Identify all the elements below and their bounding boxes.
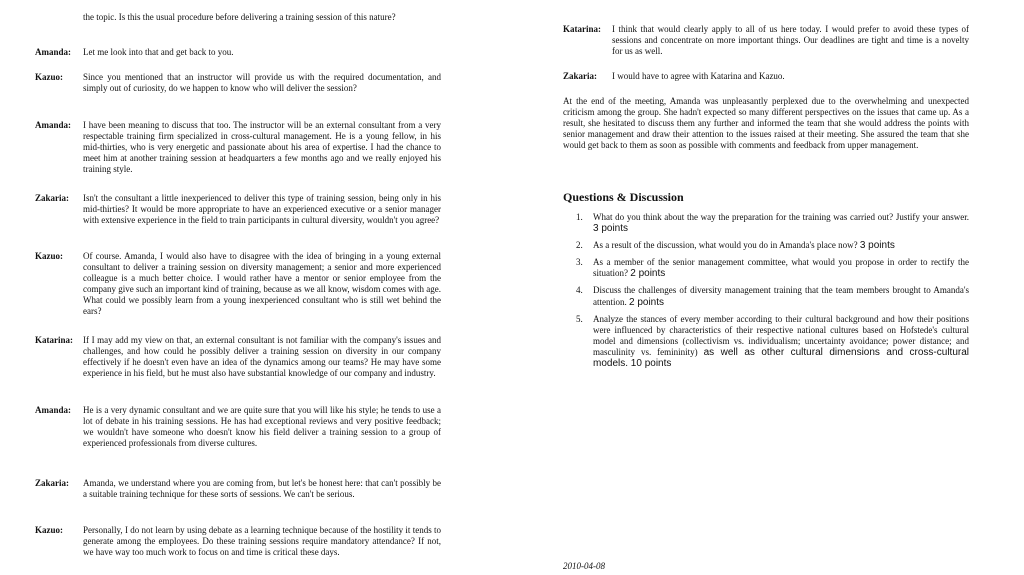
dialogue-entry <box>35 72 441 94</box>
dialogue-entry <box>563 71 969 82</box>
questions-list <box>563 212 1019 375</box>
speech-text: Amanda, we understand where you are coming from, but let's be honest here: that can't possibly be a suitable training technique for these sorts of sessions. We can't be serious. <box>83 478 441 500</box>
speaker-name: Kazuo: <box>35 72 63 82</box>
dialogue-entry <box>35 525 441 558</box>
question-number: 4. <box>576 285 583 296</box>
speaker-name: Katarina: <box>35 335 73 345</box>
question-text: Analyze the stances of every member according to their cultural background and how their positions were influenced by characteristics of their respective national cultures based on Hofstede's cultural model and dimensions (collectivism vs. individualism; uncertainty avoidance; power distance; and masculinity vs. femininity) <box>593 313 969 357</box>
question-points: as well as other cultural dimensions and cross-cultural models. 10 points <box>593 346 970 370</box>
document-date: 2010-04-08 <box>563 561 605 571</box>
dialogue-entry <box>35 12 441 23</box>
question-points: 3 points <box>859 240 895 252</box>
question-points: 2 points <box>629 296 665 308</box>
question-item <box>563 285 1019 307</box>
dialogue-entry <box>35 47 441 58</box>
narrative-paragraph: At the end of the meeting, Amanda was unpleasantly perplexed due to the overwhelming and unexpected criticism among the group. She hadn't expected so many different perspectives on the issues that came up. As a result, she hesitated to discuss them any further and informed the team that she would address the points with senior management and draw their attention to the issues raised at their meeting. She assured the team that she would get back to them as soon as possible with comments and feedback from upper management. <box>563 96 969 151</box>
question-number: 3. <box>576 257 583 268</box>
speaker-name: Kazuo: <box>35 525 63 535</box>
question-text: As a result of the discussion, what would you do in Amanda's place now? <box>593 240 858 251</box>
question-text: As a member of the senior management committee, what would you propose in order to rectify the situation? <box>593 257 969 279</box>
question-item <box>563 257 1019 279</box>
speaker-name: Zakaria: <box>35 193 70 203</box>
question-number: 5. <box>576 313 583 324</box>
speech-text: He is a very dynamic consultant and we are quite sure that you will like his style; he tends to use a lot of debate in his training sessions. He has had exceptional reviews and very positive feedback; we wouldn't have someone who doesn't know his field deliver a training session to a group of experienced professionals from diverse cultures. <box>83 405 441 449</box>
question-points: 3 points <box>593 223 629 235</box>
question-text: What do you think about the way the preparation for the training was carried out? Justify your answer. <box>593 212 969 222</box>
speech-text: I would have to agree with Katarina and Kazuo. <box>612 71 785 81</box>
question-item <box>563 240 1019 251</box>
speaker-name: Amanda: <box>35 405 72 415</box>
speaker-name: Kazuo: <box>35 251 63 261</box>
question-item <box>563 314 1019 369</box>
question-number: 1. <box>576 212 583 222</box>
speech-text: Of course. Amanda, I would also have to disagree with the idea of bringing in a young external consultant to deliver a training session on diversity management; a senior and more experienced colleague is a much better choice. I would rather have a mentor or senior employee from the company give such an important kind of training, because as we all know, wisdom comes with age. What could we possibly learn from a young inexperienced consultant who is still wet behind the ears? <box>83 251 441 317</box>
speaker-name: Zakaria: <box>563 71 598 81</box>
speaker-name: Amanda: <box>35 47 72 57</box>
speech-text: If I may add my view on that, an external consultant is not familiar with the company's issues and challenges, and how could he possibly deliver a training session on diversity in our company effectively if he doesn't even have an idea of the dynamics among our teams? He may have some experience in his field, but he must also have substantial knowledge of our company and industry. <box>83 335 441 379</box>
dialogue-entry <box>35 335 441 379</box>
questions-heading: Questions & Discussion <box>563 190 684 204</box>
speech-text: Personally, I do not learn by using debate as a learning technique because of the hostility it tends to generate among the employees. Do these training sessions require mandatory attendance? If not, we have way too much work to focus on and time is critical these days. <box>83 525 441 558</box>
speaker-name: Zakaria: <box>35 478 70 488</box>
speech-text: the topic. Is this the usual procedure before delivering a training session of this nature? <box>83 12 396 22</box>
question-item <box>563 212 1019 234</box>
speech-text: Let me look into that and get back to you. <box>83 47 234 57</box>
dialogue-entry <box>35 193 441 226</box>
speech-text: Isn't the consultant a little inexperienced to deliver this type of training session, being only in his mid-thirties? It would be more appropriate to have an experienced executive or a senior manager with extensive experience in the field to train participants in cultural diversity, wouldn't you agree? <box>83 193 441 226</box>
speech-text: I have been meaning to discuss that too. The instructor will be an external consultant from a very respectable training firm specialized in cross-cultural management. He is a young fellow, in his mid-thirties, who is very energetic and passionate about his area of expertise. I had the chance to meet him at another training session at headquarters a few months ago and we really enjoyed his training style. <box>83 120 441 175</box>
dialogue-entry <box>35 251 441 318</box>
dialogue-entry <box>35 478 441 500</box>
dialogue-entry <box>35 120 441 175</box>
dialogue-entry <box>35 405 441 449</box>
speech-text: Since you mentioned that an instructor will provide us with the required documentation, and simply out of curiosity, do we happen to know who will deliver the session? <box>83 72 441 94</box>
question-number: 2. <box>576 240 583 251</box>
question-text: Discuss the challenges of diversity management training that the team members brought to Amanda's attention. <box>593 285 969 307</box>
speaker-name: Amanda: <box>35 120 72 130</box>
question-points: 2 points <box>630 268 666 280</box>
dialogue-entry <box>563 24 969 57</box>
speaker-name: Katarina: <box>563 24 601 34</box>
speech-text: I think that would clearly apply to all of us here today. I would prefer to avoid these types of sessions and concentrate on more important things. Our deadlines are tight and time is a novelty for us as well. <box>612 24 969 57</box>
